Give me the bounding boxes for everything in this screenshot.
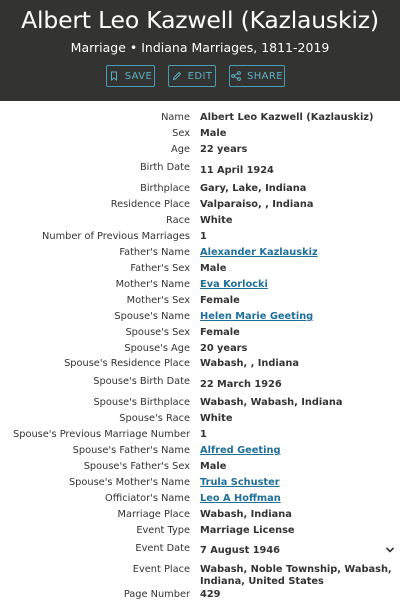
field-value: 7 August 1946 [200,545,280,556]
field-label: Spouse's Residence Place [64,358,190,369]
edit-button-label: EDIT [187,70,213,82]
field-label: Marriage Place [117,509,190,520]
field-label: Spouse's Mother's Name [68,477,190,488]
spouses-fathers-name-link[interactable]: Alfred Geeting [200,445,281,456]
field-label: Spouse's Name [114,311,190,322]
field-value: Female [200,327,240,338]
field-value: 1 [200,429,207,440]
field-label: Sex [172,128,190,139]
mothers-name-link[interactable]: Eva Korlocki [200,279,268,290]
field-value: Wabash, , Indiana [200,358,299,369]
field-label: Spouse's Birthplace [93,397,190,408]
field-value: Female [200,295,240,306]
chevron-down-icon[interactable] [385,546,395,554]
save-button-label: SAVE [124,70,153,82]
field-value: Male [200,461,227,472]
field-label: Mother's Sex [126,295,190,306]
field-value: Male [200,263,227,274]
field-value: Marriage License [200,525,295,536]
field-value: 11 April 1924 [200,165,274,176]
field-label: Event Place [132,564,190,575]
field-label: Event Type [136,525,190,536]
field-value: Male [200,128,227,139]
field-value: 429 [200,589,221,600]
field-label: Spouse's Father's Sex [83,461,190,472]
field-value: Wabash, Wabash, Indiana [200,397,343,408]
field-label: Residence Place [110,199,190,210]
field-label: Birth Date [139,162,190,173]
spouses-mothers-name-link[interactable]: Trula Schuster [200,477,280,488]
page-title: Albert Leo Kazwell (Kazlauskiz) [21,6,379,34]
field-label: Event Date [135,543,190,554]
field-label: Spouse's Sex [125,327,190,338]
field-label: Spouse's Birth Date [93,376,190,387]
field-label: Officiator's Name [105,493,190,504]
field-label: Race [165,215,190,226]
field-value: Wabash, Indiana [200,509,292,520]
field-label: Spouse's Age [124,343,190,354]
field-value: 1 [200,231,207,242]
field-value: 22 years [200,144,248,155]
field-label: Spouse's Father's Name [72,445,190,456]
field-label: Number of Previous Marriages [42,231,190,242]
field-value: 20 years [200,343,248,354]
field-value: Albert Leo Kazwell (Kazlauskiz) [200,112,374,123]
field-value: Gary, Lake, Indiana [200,183,307,194]
field-value: Valparaiso, , Indiana [200,199,314,210]
field-label: Page Number [123,589,190,600]
spouses-name-link[interactable]: Helen Marie Geeting [200,311,314,322]
record-collection-subtitle: Marriage • Indiana Marriages, 1811-2019 [70,40,330,55]
field-label: Name [161,112,190,123]
field-label: Father's Sex [130,263,190,274]
field-label: Spouse's Race [119,413,190,424]
share-button-label: SHARE [247,70,283,82]
field-label: Birthplace [140,183,190,194]
field-value: Wabash, Noble Township, Wabash, Indiana, United States [200,564,392,587]
field-label: Age [171,144,190,155]
field-label: Father's Name [119,247,190,258]
field-label: Spouse's Previous Marriage Number [13,429,190,440]
field-value: 22 March 1926 [200,379,282,390]
field-value: White [200,215,233,226]
field-value: White [200,413,233,424]
officiators-name-link[interactable]: Leo A Hoffman [200,493,281,504]
fathers-name-link[interactable]: Alexander Kazlauskiz [200,247,318,258]
field-label: Mother's Name [115,279,190,290]
